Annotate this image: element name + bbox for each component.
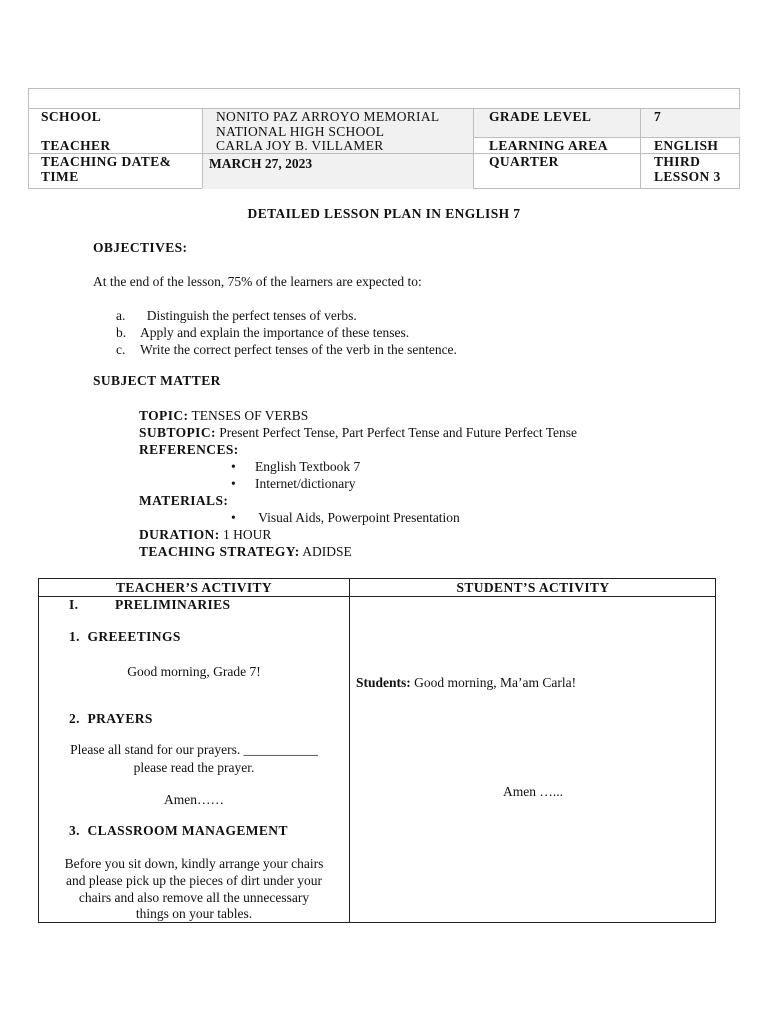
list-marker: a. [116, 308, 126, 323]
reference-item: English Textbook 7 [255, 459, 361, 474]
preliminaries-heading: PRELIMINARIES [115, 597, 231, 612]
bullet-icon: • [231, 476, 236, 491]
teacher-activity-header: TEACHER’S ACTIVITY [115, 580, 273, 595]
learning-area-value: ENGLISH [654, 138, 719, 153]
quarter-value-line2: LESSON 3 [654, 169, 721, 184]
school-value-line1: NONITO PAZ ARROYO MEMORIAL [216, 109, 440, 124]
teacher-label: TEACHER [41, 138, 111, 153]
list-item [139, 458, 577, 475]
bullet-icon: • [231, 510, 236, 525]
subtopic-row [139, 424, 577, 441]
duration-row [139, 526, 577, 543]
quarter-label: QUARTER [489, 154, 559, 169]
teaching-date-label-line1: TEACHING DATE& [41, 154, 172, 169]
topic-label: TOPIC: [139, 408, 189, 423]
student-activity-header: STUDENT’S ACTIVITY [456, 580, 610, 595]
prayer-instruction-line2: please read the prayer. [133, 760, 255, 775]
list-text: Distinguish the perfect tenses of verbs. [140, 308, 357, 323]
list-item [139, 475, 577, 492]
grade-level-value: 7 [654, 109, 662, 124]
strategy-row [139, 543, 577, 560]
column-divider [349, 579, 350, 922]
strategy-label: TEACHING STRATEGY: [139, 544, 300, 559]
preliminaries-number: I. [69, 597, 79, 612]
greeting-student-response [356, 675, 576, 691]
management-line: things on your tables. [135, 906, 253, 921]
references-label: REFERENCES: [139, 442, 239, 457]
prayers-heading: 2. PRAYERS [69, 711, 153, 726]
strategy-value: ADIDSE [299, 544, 352, 559]
subtopic-label: SUBTOPIC: [139, 425, 216, 440]
header-top-band [29, 89, 739, 109]
header-table [28, 88, 740, 189]
list-marker: c. [116, 342, 126, 357]
duration-label: DURATION: [139, 527, 220, 542]
objectives-intro: At the end of the lesson, 75% of the learners are expected to: [93, 274, 422, 289]
list-text: Write the correct perfect tenses of the verb in the sentence. [140, 342, 457, 357]
materials-label: MATERIALS: [139, 493, 229, 508]
subject-matter-details [139, 407, 577, 560]
students-label: Students: [356, 675, 411, 690]
management-line: Before you sit down, kindly arrange your chairs [64, 856, 324, 871]
greetings-heading: 1. GREEETINGS [69, 629, 181, 644]
management-line: and please pick up the pieces of dirt under your [65, 873, 323, 888]
activity-table [38, 578, 716, 923]
reference-item: Internet/dictionary [255, 476, 356, 491]
teaching-date-label-line2: TIME [41, 169, 79, 184]
quarter-value-line1: THIRD [654, 154, 701, 169]
classroom-management-heading: 3. CLASSROOM MANAGEMENT [69, 823, 288, 838]
col-divider-3 [640, 109, 641, 188]
list-item [139, 509, 577, 526]
list-marker: b. [116, 325, 127, 340]
prayer-amen-teacher: Amen…… [164, 792, 224, 807]
subtopic-value: Present Perfect Tense, Part Perfect Tense and Future Perfect Tense [215, 425, 578, 440]
prayer-instruction-line1: Please all stand for our prayers. ___________ [70, 742, 318, 757]
subject-matter-heading: SUBJECT MATTER [93, 373, 221, 388]
list-text: Apply and explain the importance of these tenses. [140, 325, 410, 340]
topic-value: TENSES OF VERBS [188, 408, 309, 423]
management-line: chairs and also remove all the unnecessary [78, 890, 310, 905]
topic-row [139, 407, 577, 424]
prayer-amen-student: Amen …... [503, 784, 563, 799]
col-divider-1 [202, 109, 203, 188]
objectives-heading: OBJECTIVES: [93, 240, 188, 255]
duration-value: 1 HOUR [219, 527, 272, 542]
school-label: SCHOOL [41, 109, 102, 124]
material-item: Visual Aids, Powerpoint Presentation [255, 510, 460, 525]
school-value-line2: NATIONAL HIGH SCHOOL [216, 124, 385, 139]
bullet-icon: • [231, 459, 236, 474]
grade-level-label: GRADE LEVEL [489, 109, 592, 124]
col-divider-2 [473, 109, 474, 188]
teacher-value: CARLA JOY B. VILLAMER [216, 138, 384, 153]
greeting-teacher-text: Good morning, Grade 7! [127, 664, 261, 679]
teaching-date-value: MARCH 27, 2023 [209, 156, 313, 171]
learning-area-label: LEARNING AREA [489, 138, 608, 153]
students-response-text: Good morning, Ma’am Carla! [410, 675, 577, 690]
document-title: DETAILED LESSON PLAN IN ENGLISH 7 [247, 206, 521, 221]
